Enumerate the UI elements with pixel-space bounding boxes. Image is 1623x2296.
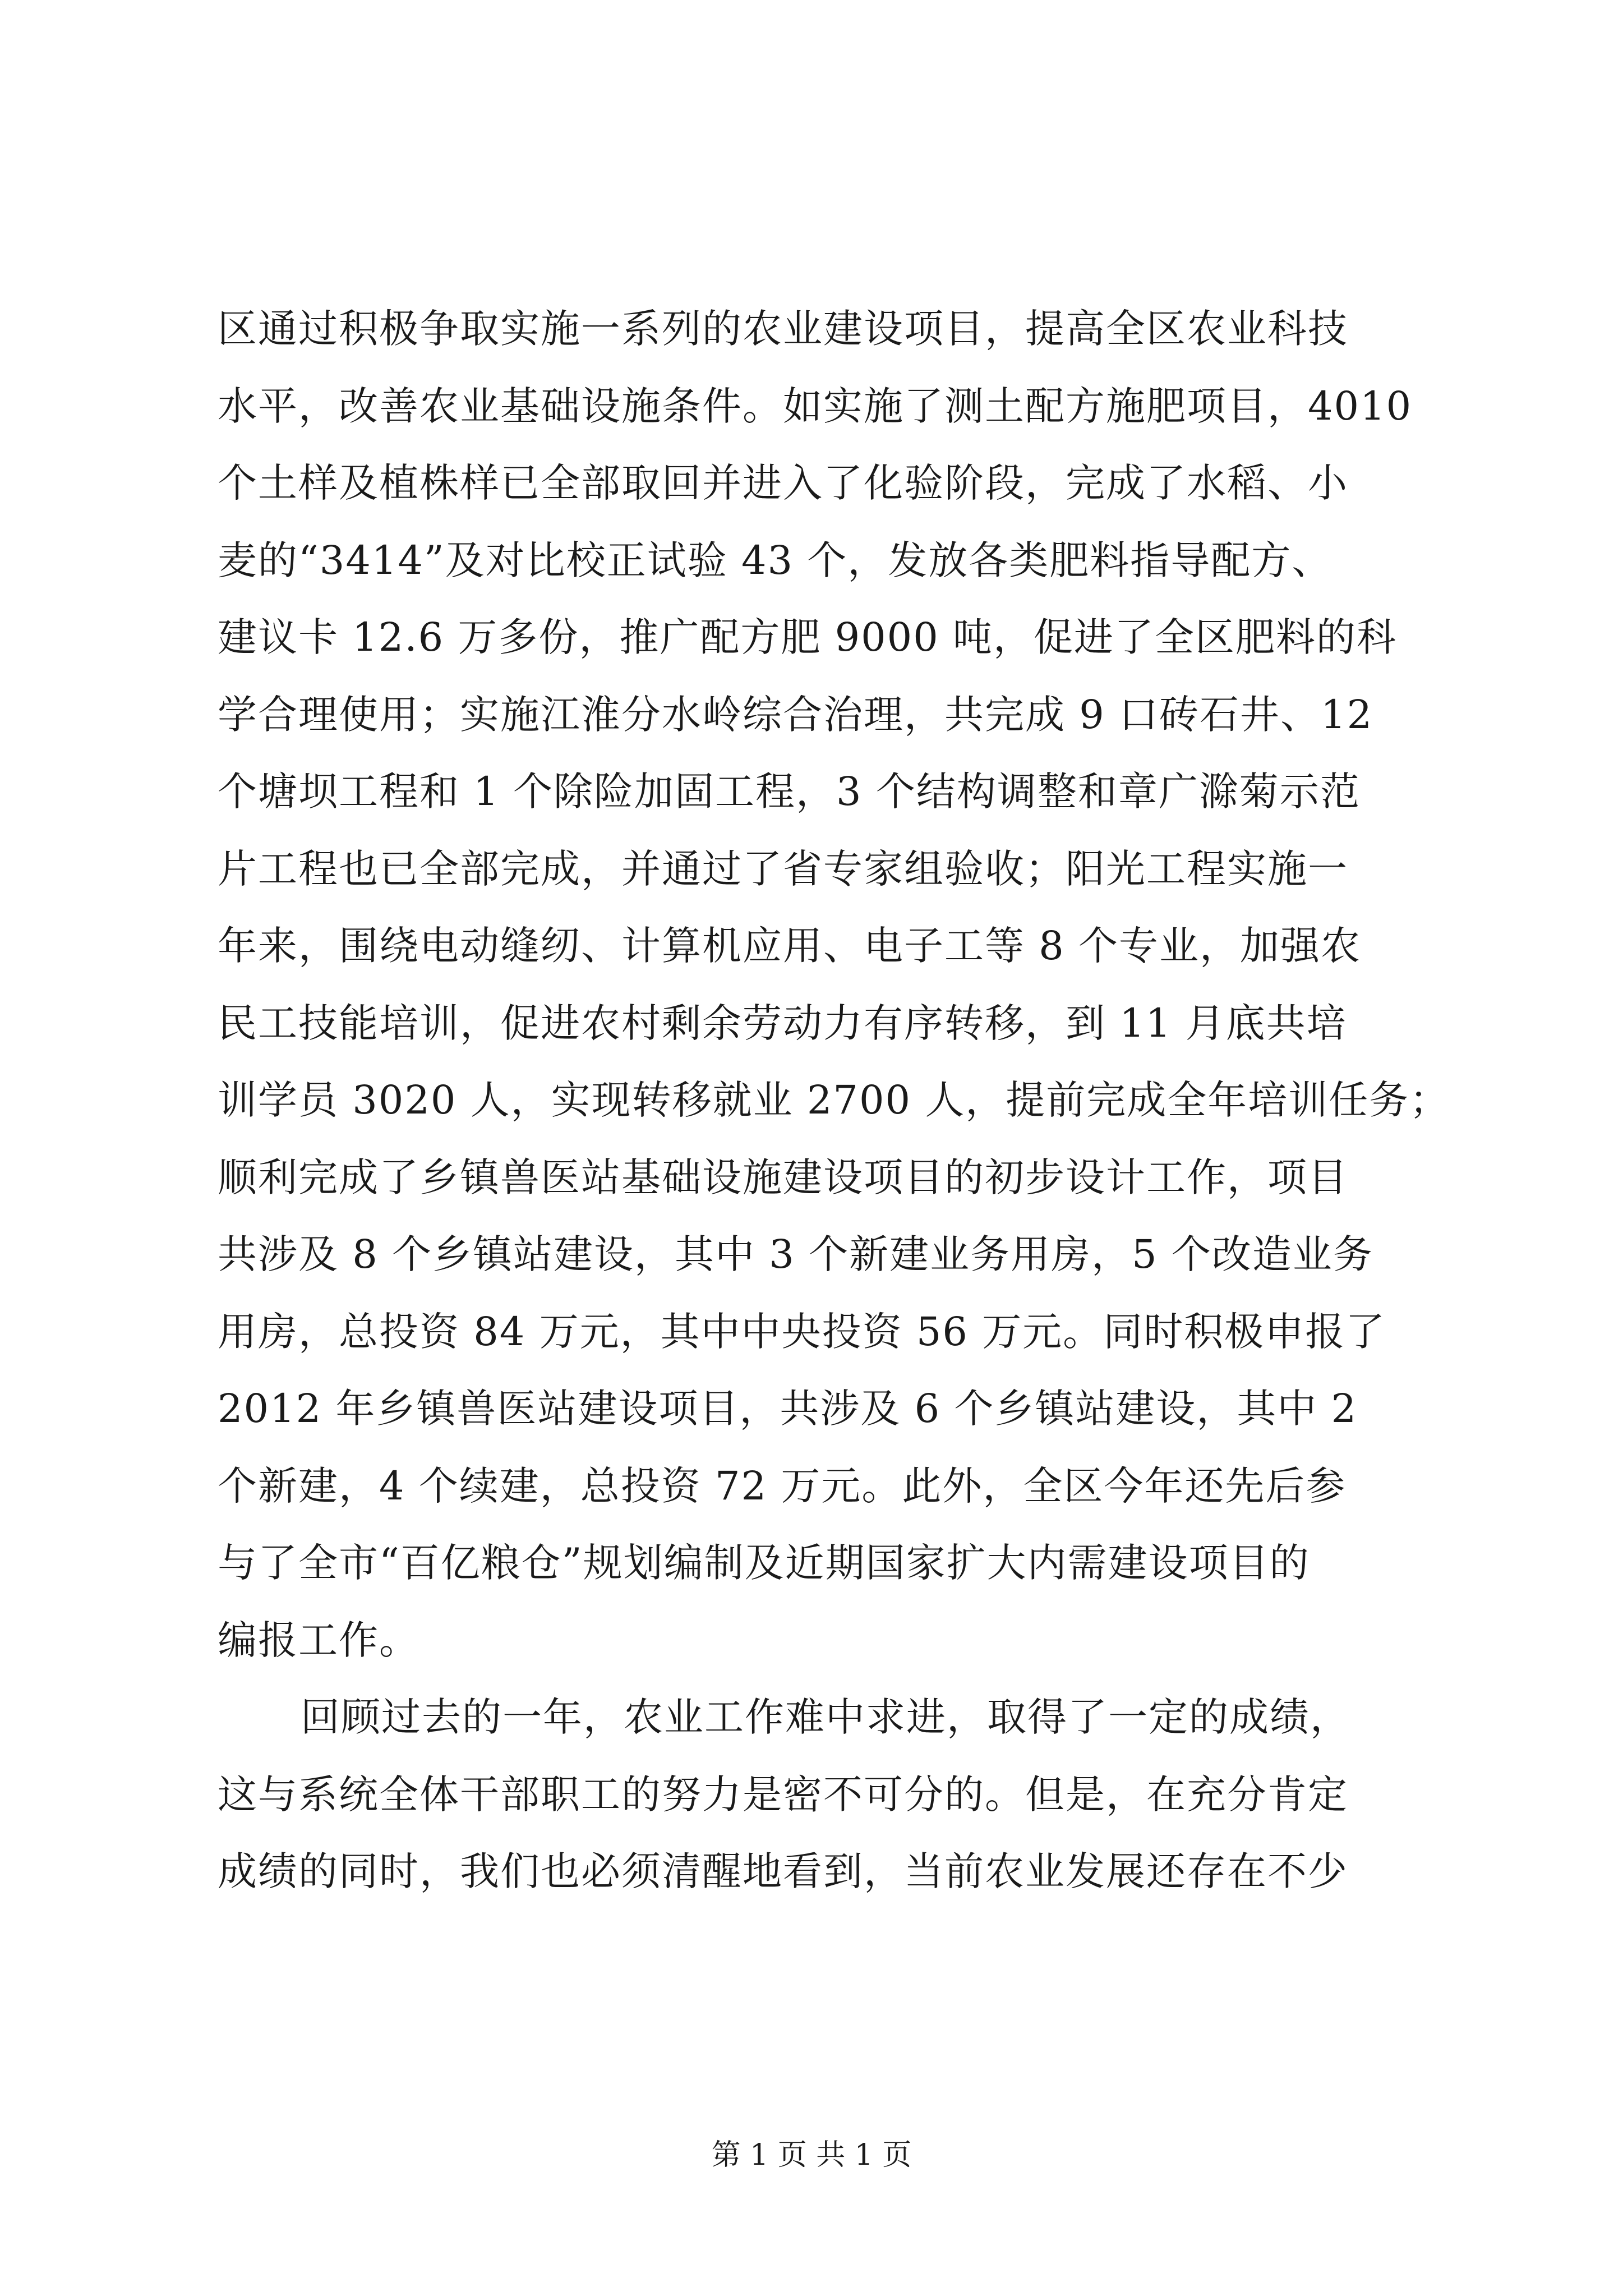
text-line: 麦的“3414”及对比校正试验 43 个，发放各类肥料指导配方、 — [218, 537, 1332, 583]
text-line: 片工程也已全部完成，并通过了省专家组验收；阳光工程实施一 — [218, 845, 1348, 892]
body-text — [218, 291, 1450, 1911]
text-line: 与了全市“百亿粮仓”规划编制及近期国家扩大内需建设项目的 — [218, 1540, 1310, 1586]
text-line: 年来，围绕电动缝纫、计算机应用、电子工等 8 个专业，加强农 — [218, 923, 1362, 969]
text-line: 个土样及植株样已全部取回并进入了化验阶段，完成了水稻、小 — [218, 460, 1348, 506]
text-line: 民工技能培训，促进农村剩余劳动力有序转移，到 11 月底共培 — [218, 1000, 1347, 1046]
text-line: 用房，总投资 84 万元，其中中央投资 56 万元。同时积极申报了 — [218, 1308, 1386, 1355]
text-line: 成绩的同时，我们也必须清醒地看到，当前农业发展还存在不少 — [218, 1848, 1348, 1894]
text-line: 水平，改善农业基础设施条件。如实施了测土配方施肥项目，4010 — [218, 383, 1413, 429]
text-line: 共涉及 8 个乡镇站建设，其中 3 个新建业务用房，5 个改造业务 — [218, 1231, 1373, 1277]
text-line: 编报工作。 — [218, 1617, 419, 1663]
text-line: 训学员 3020 人，实现转移就业 2700 人，提前完成全年培训任务； — [218, 1077, 1450, 1123]
text-line: 2012 年乡镇兽医站建设项目，共涉及 6 个乡镇站建设，其中 2 — [218, 1386, 1358, 1432]
text-line: 区通过积极争取实施一系列的农业建设项目，提高全区农业科技 — [218, 306, 1348, 352]
text-line: 学合理使用；实施江淮分水岭综合治理，共完成 9 口砖石井、12 — [218, 691, 1373, 738]
text-line: 个塘坝工程和 1 个除险加固工程，3 个结构调整和章广滁菊示范 — [218, 769, 1361, 815]
paragraph-start-line: 回顾过去的一年，农业工作难中求进，取得了一定的成绩， — [301, 1694, 1350, 1740]
text-line: 建议卡 12.6 万多份，推广配方肥 9000 吨，促进了全区肥料的科 — [218, 614, 1398, 660]
text-line: 个新建，4 个续建，总投资 72 万元。此外，全区今年还先后参 — [218, 1462, 1347, 1509]
text-line: 顺利完成了乡镇兽医站基础设施建设项目的初步设计工作，项目 — [218, 1154, 1348, 1200]
page-footer: 第 1 页 共 1 页 — [711, 2138, 912, 2172]
text-line: 这与系统全体干部职工的努力是密不可分的。但是，在充分肯定 — [218, 1771, 1348, 1818]
